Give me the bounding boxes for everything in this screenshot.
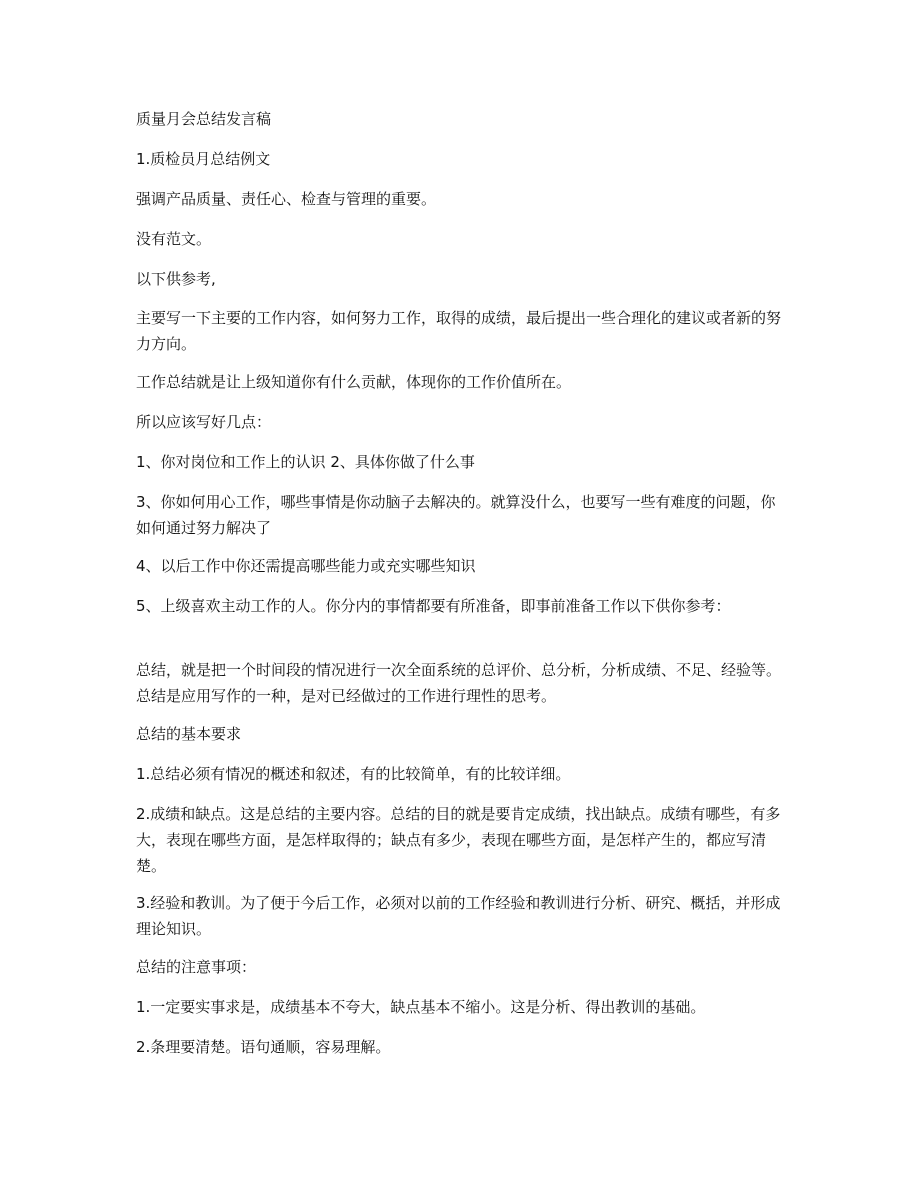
paragraph: 以下供参考, [136,270,216,288]
paragraph: 1.质检员月总结例文 [136,150,271,168]
paragraph: 所以应该写好几点： [136,413,272,431]
paragraph: 工作总结就是让上级知道你有什么贡献，体现你的工作价值所在。 [136,373,572,391]
section-heading: 总结的注意事项： [136,958,257,976]
paragraph: 总结，就是把一个时间段的情况进行一次全面系统的总评价、总分析，分析成绩、不足、经验等。总结是应用写作的一种，是对已经做过的工作进行理性的思考。 [136,661,782,705]
paragraph: 2.条理要清楚。语句通顺，容易理解。 [136,1038,391,1056]
section-heading: 总结的基本要求 [136,725,242,743]
paragraph: 强调产品质量、责任心、检查与管理的重要。 [136,190,437,208]
paragraph: 1.一定要实事求是，成绩基本不夸大，缺点基本不缩小。这是分析、得出教训的基础。 [136,998,706,1016]
paragraph: 主要写一下主要的工作内容，如何努力工作，取得的成绩，最后提出一些合理化的建议或者新的努力方向。 [136,309,782,353]
paragraph: 1、你对岗位和工作上的认识 2、具体你做了什么事 [136,453,475,471]
paragraph: 3.经验和教训。为了便于今后工作，必须对以前的工作经验和教训进行分析、研究、概括，并形成理论知识。 [136,894,781,938]
paragraph: 3、你如何用心工作，哪些事情是你动脑子去解决的。就算没什么，也要写一些有难度的问题，你如何通过努力解决了 [136,493,776,537]
paragraph: 1.总结必须有情况的概述和叙述，有的比较简单，有的比较详细。 [136,765,571,783]
document-title: 质量月会总结发言稿 [136,110,272,128]
paragraph: 2.成绩和缺点。这是总结的主要内容。总结的目的就是要肯定成绩，找出缺点。成绩有哪些，有多大，表现在哪些方面，是怎样取得的；缺点有多少，表现在哪些方面，是怎样产生的，都应写清楚。 [136,805,781,875]
paragraph: 没有范文。 [136,230,212,248]
paragraph: 5、上级喜欢主动工作的人。你分内的事情都要有所准备，即事前准备工作以下供你参考： [136,597,731,615]
paragraph: 4、以后工作中你还需提高哪些能力或充实哪些知识 [136,557,476,575]
